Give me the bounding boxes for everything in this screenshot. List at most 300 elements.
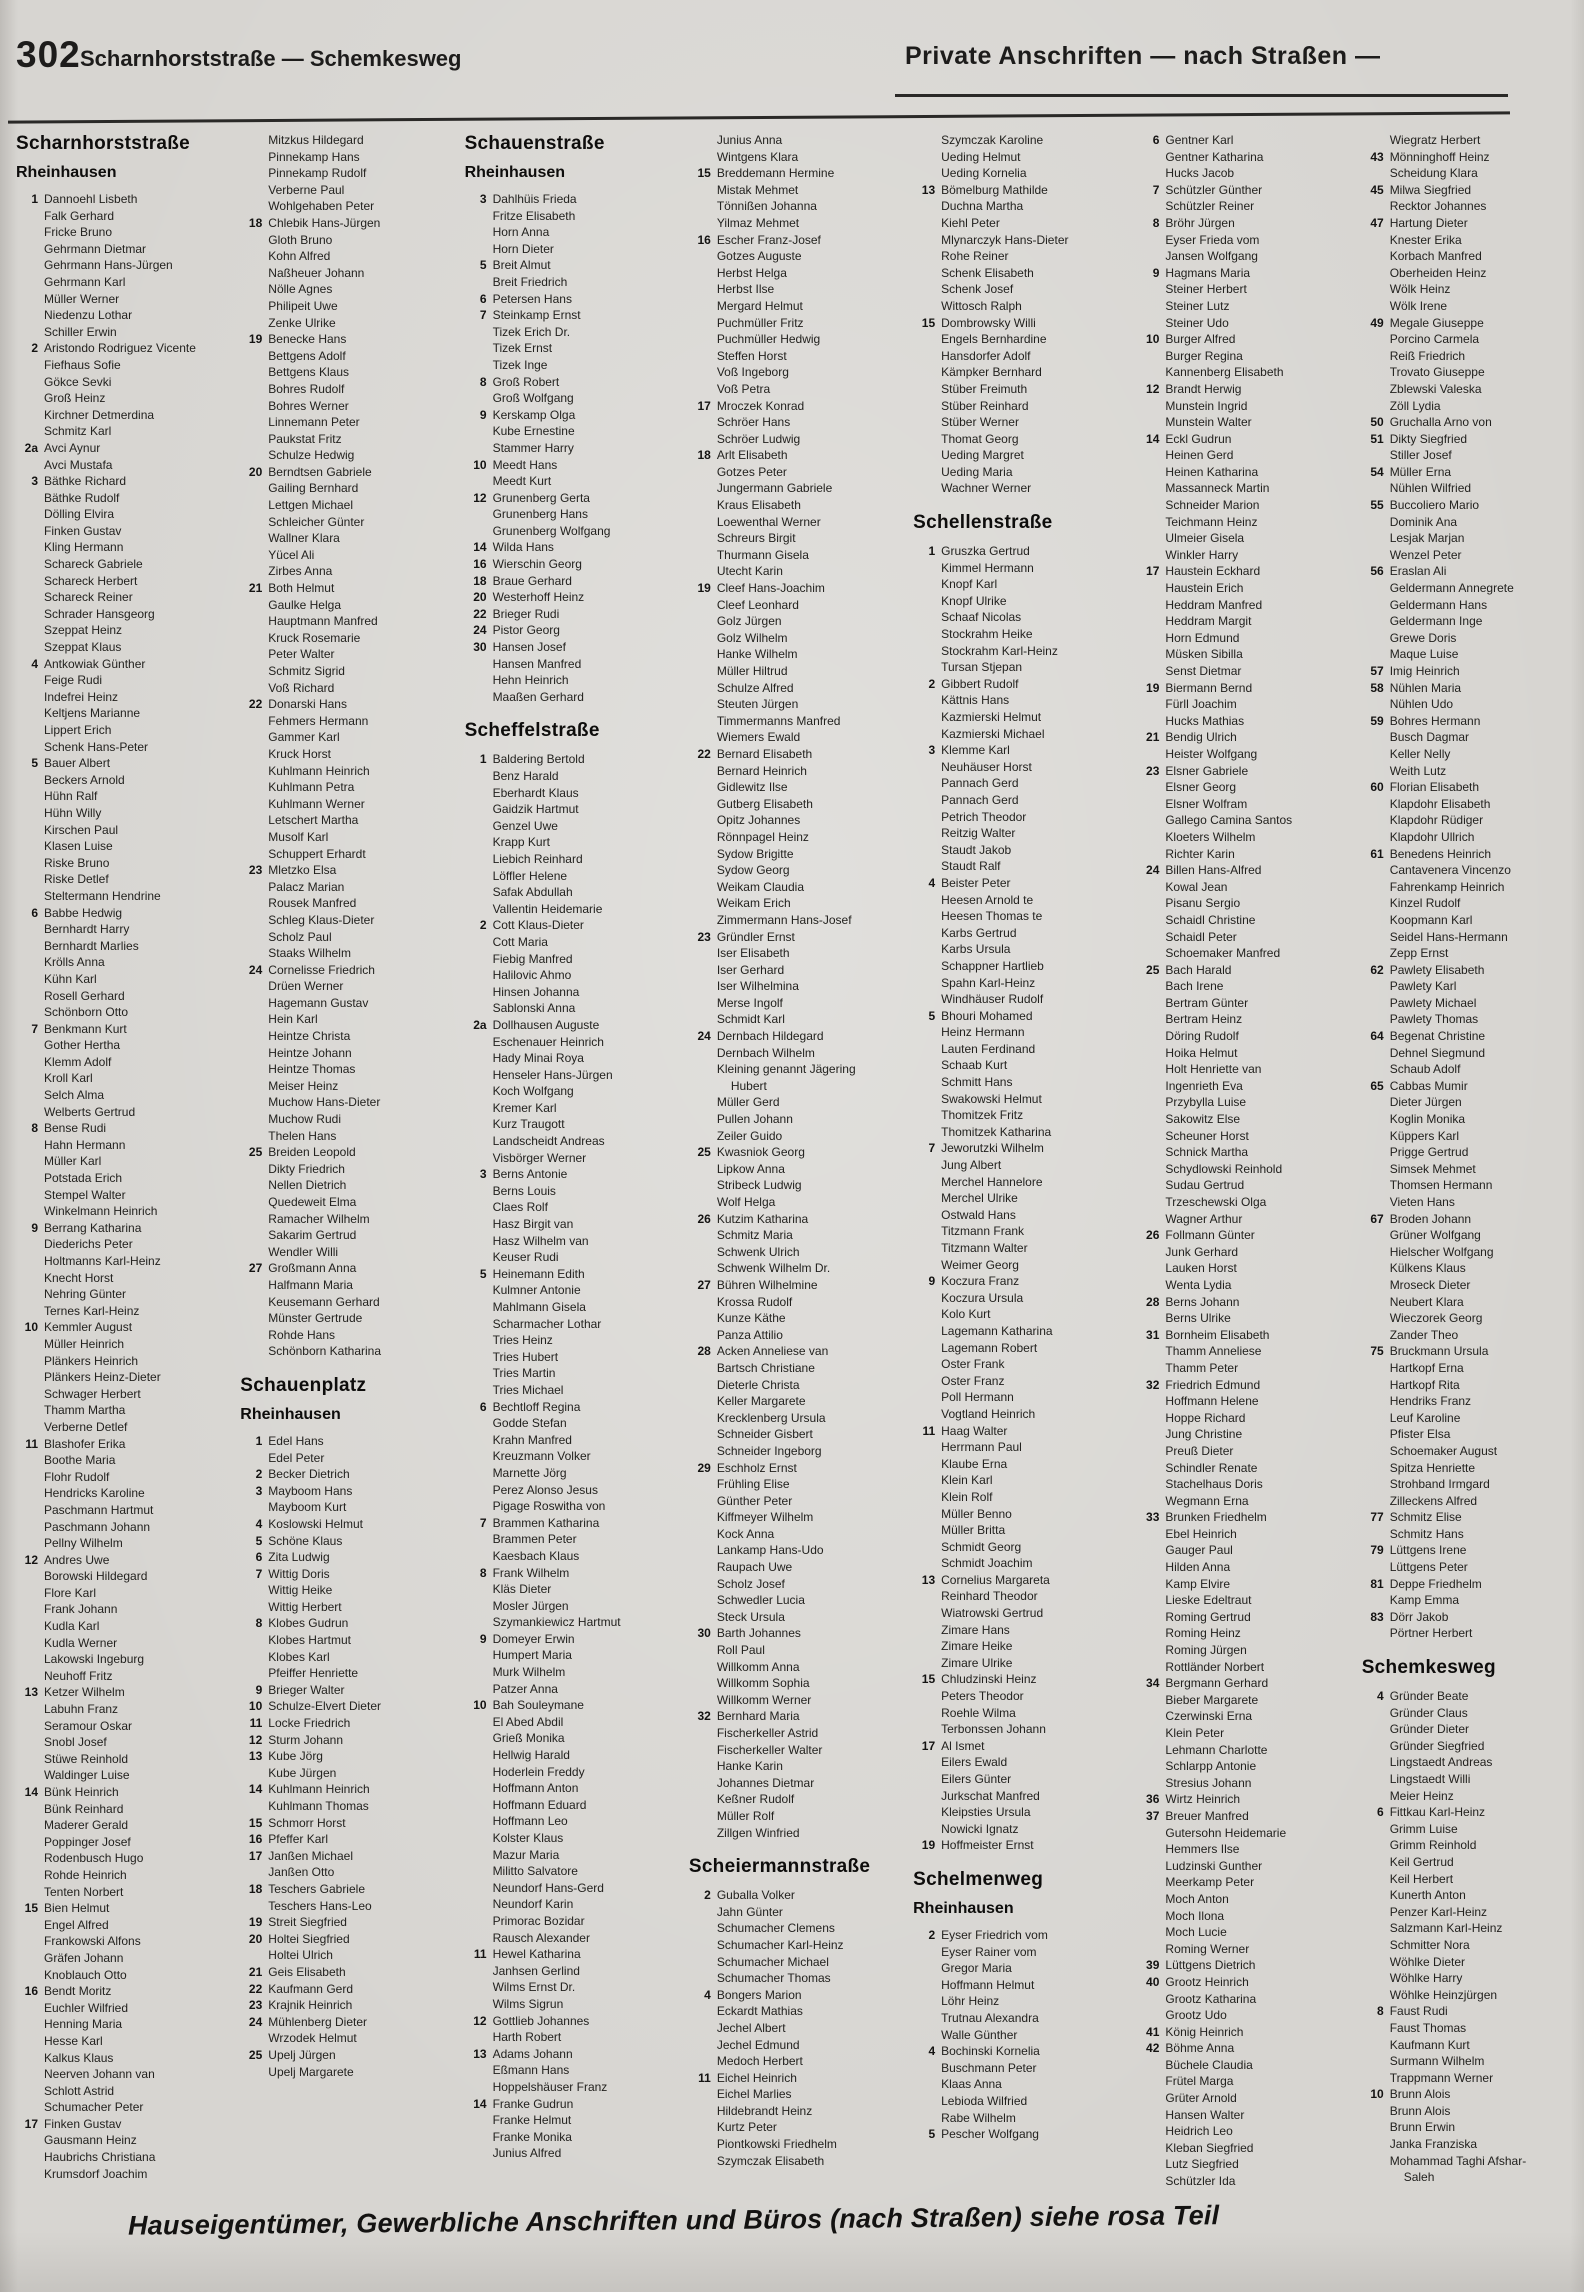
house-number: 56 (1370, 564, 1384, 579)
house-number (1135, 1310, 1165, 1327)
directory-entry (14, 1718, 224, 1735)
directory-entry (911, 1489, 1121, 1506)
directory-entry (14, 241, 224, 258)
person-name: Vieten Hans (1389, 1195, 1455, 1209)
house-number: 4 (31, 656, 38, 671)
directory-entry (687, 1526, 897, 1543)
directory-column (238, 132, 448, 2204)
house-number (911, 1638, 941, 1655)
house-number: 13 (248, 1749, 263, 1764)
directory-entry (1360, 962, 1570, 979)
directory-entry (1135, 1177, 1345, 1194)
house-number (1135, 514, 1165, 531)
directory-entry (14, 1220, 224, 1237)
directory-entry (1360, 1443, 1570, 1460)
person-name: Terbonssen Johann (941, 1722, 1046, 1737)
house-number: 17 (24, 2116, 38, 2131)
house-number (14, 1502, 44, 1519)
house-number: 61 (1370, 846, 1384, 861)
person-name: Boothe Maria (44, 1453, 116, 1468)
house-number (1135, 1725, 1165, 1742)
directory-entry (687, 1277, 897, 1294)
directory-entry (687, 1144, 897, 1161)
directory-entry (238, 1898, 448, 1915)
person-name: Hasz Birgit van (492, 1217, 574, 1232)
directory-entry (238, 165, 448, 182)
person-name: Grootz Udo (1165, 2008, 1227, 2023)
person-name: Merchel Ulrike (941, 1191, 1018, 1206)
directory-entry (14, 1817, 224, 1834)
house-number: 51 (1370, 431, 1384, 446)
person-name: Meerkamp Peter (1165, 1875, 1255, 1890)
directory-entry (911, 1960, 1121, 1977)
person-name: Lebioda Wilfried (941, 2093, 1028, 2108)
person-name: Rausch Alexander (492, 1930, 590, 1945)
person-name: Schenk Elisabeth (941, 265, 1034, 280)
house-number: 10 (24, 1320, 38, 1335)
directory-entry (238, 1582, 448, 1599)
directory-entry (1360, 779, 1570, 796)
directory-entry (1360, 763, 1570, 780)
directory-entry (463, 1034, 673, 1051)
person-name: Iser Elisabeth (716, 946, 790, 961)
directory-entry (1360, 1576, 1570, 1593)
person-name: Mitzkus Hildegard (268, 133, 364, 147)
directory-entry (1360, 1904, 1570, 1921)
person-name: Reinhard Theodor (941, 1589, 1038, 1604)
house-number (463, 208, 493, 225)
house-number: 7 (255, 1566, 263, 1581)
person-name: Müller Hiltrud (716, 664, 788, 678)
directory-entry (463, 357, 673, 374)
house-number (687, 1542, 717, 1559)
person-name: Safak Abdullah (492, 885, 573, 900)
street-heading: Schemkesweg (1361, 1657, 1496, 1679)
person-name: Heintze Christa (268, 1029, 351, 1044)
person-name: Hoika Helmut (1165, 1045, 1238, 1060)
person-name: Recktor Johannes (1389, 199, 1487, 214)
house-number (1135, 2007, 1165, 2024)
person-name: Willkomm Werner (716, 1692, 812, 1707)
person-name: Cornelisse Friedrich (268, 962, 375, 977)
house-number (1360, 1111, 1390, 1128)
house-number: 10 (1146, 332, 1160, 347)
directory-entry (463, 241, 673, 258)
person-name: Ueding Kornelia (941, 166, 1027, 181)
person-name: Gentner Karl (1165, 133, 1234, 147)
directory-entry (238, 381, 448, 398)
house-number (1135, 746, 1165, 763)
house-number (1360, 2070, 1390, 2087)
person-name: Petrich Theodor (941, 809, 1027, 824)
house-number (911, 414, 941, 431)
person-name: Locke Friedrich (268, 1716, 351, 1731)
person-name: Grunenberg Wolfgang (492, 523, 611, 538)
directory-entry (911, 2043, 1121, 2060)
house-number (687, 1094, 717, 1111)
house-number (687, 663, 717, 680)
house-number (687, 1310, 717, 1327)
person-name: Kämpker Bernhard (941, 365, 1042, 380)
person-name: Sydow Georg (716, 863, 790, 878)
person-name: Kazmierski Helmut (941, 710, 1042, 724)
house-number (687, 1920, 717, 1937)
directory-entry (14, 2132, 224, 2149)
directory-entry (14, 1801, 224, 1818)
person-name: Jeworutzki Wilhelm (941, 1141, 1044, 1156)
house-number (14, 938, 44, 955)
person-name: Drüen Werner (268, 979, 344, 994)
person-name: Keltjens Marianne (44, 706, 141, 721)
house-number: 6 (479, 1399, 487, 1414)
house-number (1135, 945, 1165, 962)
person-name: Kinzel Rudolf (1389, 896, 1461, 911)
directory-entry (238, 2064, 448, 2081)
person-name: Bohres Hermann (1389, 713, 1481, 728)
directory-entry (463, 1498, 673, 1515)
person-name: Megale Giuseppe (1389, 315, 1484, 330)
house-number (238, 1161, 268, 1178)
person-name: Groß Wolfgang (492, 391, 574, 406)
person-name: Mergard Helmut (716, 298, 803, 313)
house-number (1135, 398, 1165, 415)
directory-entry (911, 1671, 1121, 1688)
directory-entry (463, 1299, 673, 1316)
person-name: Kimmel Hermann (941, 560, 1034, 575)
person-name: Kwasniok Georg (716, 1145, 805, 1160)
directory-entry (687, 1559, 897, 1576)
directory-entry (1135, 464, 1345, 481)
house-number (687, 1194, 717, 1211)
directory-entry (1135, 1410, 1345, 1427)
house-number: 10 (1370, 2087, 1384, 2102)
person-name: Deppe Friedhelm (1389, 1576, 1482, 1591)
directory-entry (1360, 2153, 1570, 2170)
street-heading: Scharnhorststraße (16, 133, 191, 154)
house-number (14, 457, 44, 474)
person-name: Rohde Heinrich (44, 1867, 127, 1882)
directory-entry (687, 1128, 897, 1145)
directory-entry (687, 1775, 897, 1792)
directory-entry (14, 1519, 224, 1536)
directory-entry (1360, 945, 1570, 962)
directory-entry (463, 901, 673, 918)
person-name: Muchow Hans-Dieter (268, 1095, 381, 1110)
person-name: Lesjak Marjan (1389, 531, 1465, 546)
person-name: Kolo Kurt (941, 1307, 991, 1322)
directory-entry (14, 2050, 224, 2067)
directory-entry (687, 1970, 897, 1987)
directory-entry (463, 473, 673, 490)
directory-entry (687, 1625, 897, 1642)
directory-entry (911, 2076, 1121, 2093)
directory-entry (1360, 265, 1570, 282)
house-number: 8 (31, 1121, 38, 1136)
person-name: Schmitz Elise (1389, 1510, 1462, 1525)
house-number: 11 (473, 1947, 487, 1962)
person-name: Oberheiden Heinz (1389, 265, 1487, 280)
person-name: Krahn Manfred (492, 1432, 572, 1447)
person-name: Janhsen Gerlind (492, 1963, 580, 1978)
person-name: Lettgen Michael (268, 498, 354, 513)
house-number (1135, 1625, 1165, 1642)
person-name: Lieske Edeltraut (1165, 1593, 1252, 1608)
house-number (687, 763, 717, 780)
house-number (463, 1199, 493, 1216)
person-name: Gaulke Helga (268, 597, 341, 612)
house-number (687, 563, 717, 580)
person-name: Paukstat Fritz (268, 431, 342, 446)
person-name: Nehring Günter (44, 1287, 127, 1302)
person-name: Flore Karl (44, 1585, 97, 1600)
house-number (911, 1323, 941, 1340)
directory-entry (14, 822, 224, 839)
directory-entry (463, 1598, 673, 1615)
person-name: Bense Rudi (44, 1121, 107, 1136)
person-name: Thamm Anneliese (1165, 1344, 1262, 1359)
person-name: Merse Ingolf (716, 995, 783, 1010)
directory-entry (1135, 945, 1345, 962)
directory-entry (14, 739, 224, 756)
person-name: Landscheidt Andreas (492, 1134, 605, 1149)
person-name: Hühn Willy (44, 805, 102, 820)
directory-entry (463, 801, 673, 818)
directory-entry (463, 2079, 673, 2096)
house-number (14, 705, 44, 722)
directory-entry (463, 1631, 673, 1648)
directory-entry (911, 232, 1121, 249)
person-name: Steinkamp Ernst (492, 308, 581, 323)
person-name: Milwa Siegfried (1389, 182, 1472, 197)
house-number (911, 1439, 941, 1456)
person-name: Schareck Gabriele (44, 557, 143, 572)
directory-entry (463, 934, 673, 951)
directory-entry (687, 2003, 897, 2020)
directory-column (1135, 132, 1345, 2204)
directory-entry (687, 1045, 897, 1062)
directory-entry (463, 1266, 673, 1283)
person-name: Pellny Wilhelm (44, 1536, 123, 1551)
directory-entry (14, 1303, 224, 1320)
person-name: Both Helmut (268, 581, 335, 596)
person-name: Plänkers Heinrich (44, 1353, 139, 1368)
directory-entry (14, 1469, 224, 1486)
directory-entry (1135, 1310, 1345, 1327)
house-number (14, 1701, 44, 1718)
house-number (238, 198, 268, 215)
directory-entry (14, 722, 224, 739)
person-name: Zita Ludwig (268, 1550, 330, 1565)
person-name: Jurkschat Manfred (941, 1788, 1040, 1803)
person-name: Ludzinski Gunther (1165, 1858, 1263, 1873)
house-number (463, 818, 493, 835)
house-number (1360, 2037, 1390, 2054)
directory-entry (1360, 447, 1570, 464)
directory-entry (911, 464, 1121, 481)
directory-entry (238, 1078, 448, 1095)
person-name: Geis Elisabeth (268, 1964, 346, 1979)
directory-entry (687, 1642, 897, 1659)
directory-entry (1135, 978, 1345, 995)
directory-entry (238, 1632, 448, 1649)
person-name: Burger Alfred (1165, 332, 1236, 347)
directory-entry (687, 829, 897, 846)
directory-entry (911, 1572, 1121, 1589)
person-name: Heinen Gerd (1165, 448, 1234, 463)
directory-entry (911, 709, 1121, 726)
directory-entry (1360, 398, 1570, 415)
person-name: Maaßen Gerhard (492, 689, 584, 704)
directory-entry (1360, 331, 1570, 348)
person-name: Jung Albert (941, 1158, 1002, 1173)
directory-entry (1360, 929, 1570, 946)
person-name: Voß Petra (716, 381, 771, 396)
person-name: Knopf Karl (941, 577, 998, 592)
person-name: Bergmann Gerhard (1165, 1676, 1269, 1691)
house-number: 13 (24, 1685, 38, 1700)
house-number: 12 (473, 2013, 487, 2028)
directory-entry (1360, 1393, 1570, 1410)
person-name: Wittig Herbert (268, 1599, 342, 1614)
directory-entry (1135, 1991, 1345, 2008)
house-number: 2 (255, 1467, 263, 1482)
directory-entry (1360, 547, 1570, 564)
house-number (1135, 198, 1165, 215)
directory-entry (463, 2046, 673, 2063)
person-name: Brammen Peter (492, 1532, 577, 1547)
person-name: Maderer Gerald (44, 1818, 129, 1833)
directory-entry (238, 929, 448, 946)
directory-entry (911, 775, 1121, 792)
house-number (1360, 1460, 1390, 1477)
directory-entry (911, 958, 1121, 975)
directory-entry (14, 689, 224, 706)
person-name: Rousek Manfred (268, 896, 357, 911)
person-name: Kazmierski Michael (941, 726, 1045, 741)
directory-entry (687, 1808, 897, 1825)
person-name: Linnemann Peter (268, 415, 360, 430)
directory-entry (1135, 1609, 1345, 1626)
directory-entry (14, 938, 224, 955)
directory-entry (911, 414, 1121, 431)
directory-entry (911, 2126, 1121, 2143)
person-name: Kruck Rosemarie (268, 630, 361, 645)
person-name: Zepp Ernst (1389, 946, 1449, 961)
house-number (238, 597, 268, 614)
house-number (463, 1000, 493, 1017)
directory-entry (238, 348, 448, 365)
person-name: Döring Rudolf (1165, 1029, 1239, 1044)
house-number (687, 497, 717, 514)
house-number (14, 390, 44, 407)
house-number (911, 1041, 941, 1058)
directory-entry (463, 1365, 673, 1382)
house-number (1360, 1094, 1390, 1111)
house-number (1360, 1970, 1390, 1987)
house-number (687, 912, 717, 929)
house-number (911, 792, 941, 809)
directory-entry (14, 905, 224, 922)
house-number: 9 (255, 1682, 263, 1697)
house-number (1360, 248, 1390, 265)
directory-entry (1360, 248, 1570, 265)
person-name: Herrmann Paul (941, 1440, 1022, 1455)
house-number (14, 241, 44, 258)
house-number (1135, 812, 1165, 829)
directory-entry (1135, 1476, 1345, 1493)
house-number (238, 431, 268, 448)
directory-entry (687, 1692, 897, 1709)
person-name: Klein Rolf (941, 1489, 993, 1504)
person-name: Windhäuser Rudolf (941, 992, 1044, 1007)
house-number (463, 1083, 493, 1100)
person-name: Halfmann Maria (268, 1277, 353, 1292)
directory-entry (1360, 530, 1570, 547)
person-name: Nellen Dietrich (268, 1178, 347, 1193)
person-name: Meier Heinz (1389, 1788, 1454, 1803)
directory-entry (911, 1738, 1121, 1755)
directory-entry (1135, 298, 1345, 315)
person-name: Heinz Hermann (941, 1025, 1025, 1040)
house-number (14, 556, 44, 573)
person-name: Sudau Gertrud (1165, 1178, 1245, 1193)
directory-entry (1135, 149, 1345, 166)
directory-entry (911, 1456, 1121, 1473)
directory-entry (14, 772, 224, 789)
house-number (687, 2020, 717, 2037)
house-number (238, 447, 268, 464)
house-number (238, 497, 268, 514)
directory-entry (687, 1327, 897, 1344)
house-number (1360, 1904, 1390, 1921)
house-number (1135, 1891, 1165, 1908)
person-name: Broden Johann (1389, 1211, 1472, 1226)
house-number (1135, 281, 1165, 298)
person-name: Stresius Johann (1165, 1775, 1252, 1790)
person-name: Tries Martin (492, 1366, 556, 1381)
person-name: Preuß Dieter (1165, 1443, 1234, 1458)
person-name: Becker Dietrich (268, 1467, 350, 1482)
house-number (911, 692, 941, 709)
person-name: Großmann Anna (268, 1261, 357, 1276)
house-number (463, 967, 493, 984)
house-number (687, 1775, 717, 1792)
house-number: 36 (1146, 1792, 1160, 1807)
person-name: Zilleckens Alfred (1389, 1493, 1478, 1508)
directory-entry (911, 1356, 1121, 1373)
directory-entry (1360, 1460, 1570, 1477)
house-number (1135, 1277, 1165, 1294)
person-name: Bechtloff Regina (492, 1399, 581, 1414)
directory-entry (1135, 1908, 1345, 1925)
directory-entry (238, 1128, 448, 1145)
person-name: Mosler Jürgen (492, 1598, 569, 1613)
person-name: Berns Johann (1165, 1294, 1240, 1309)
house-number (1135, 1941, 1165, 1958)
house-number (238, 1194, 268, 1211)
person-name: Zeiler Guido (716, 1128, 783, 1143)
house-number (911, 1472, 941, 1489)
house-number (1135, 1493, 1165, 1510)
person-name: Eraslan Ali (1389, 564, 1447, 579)
directory-entry (1360, 1144, 1570, 1161)
person-name: Chlebik Hans-Jürgen (268, 215, 381, 230)
person-name: Hagmans Maria (1165, 265, 1251, 280)
house-number (14, 539, 44, 556)
house-number (463, 785, 493, 802)
directory-entry (911, 431, 1121, 448)
directory-column (14, 132, 224, 2204)
